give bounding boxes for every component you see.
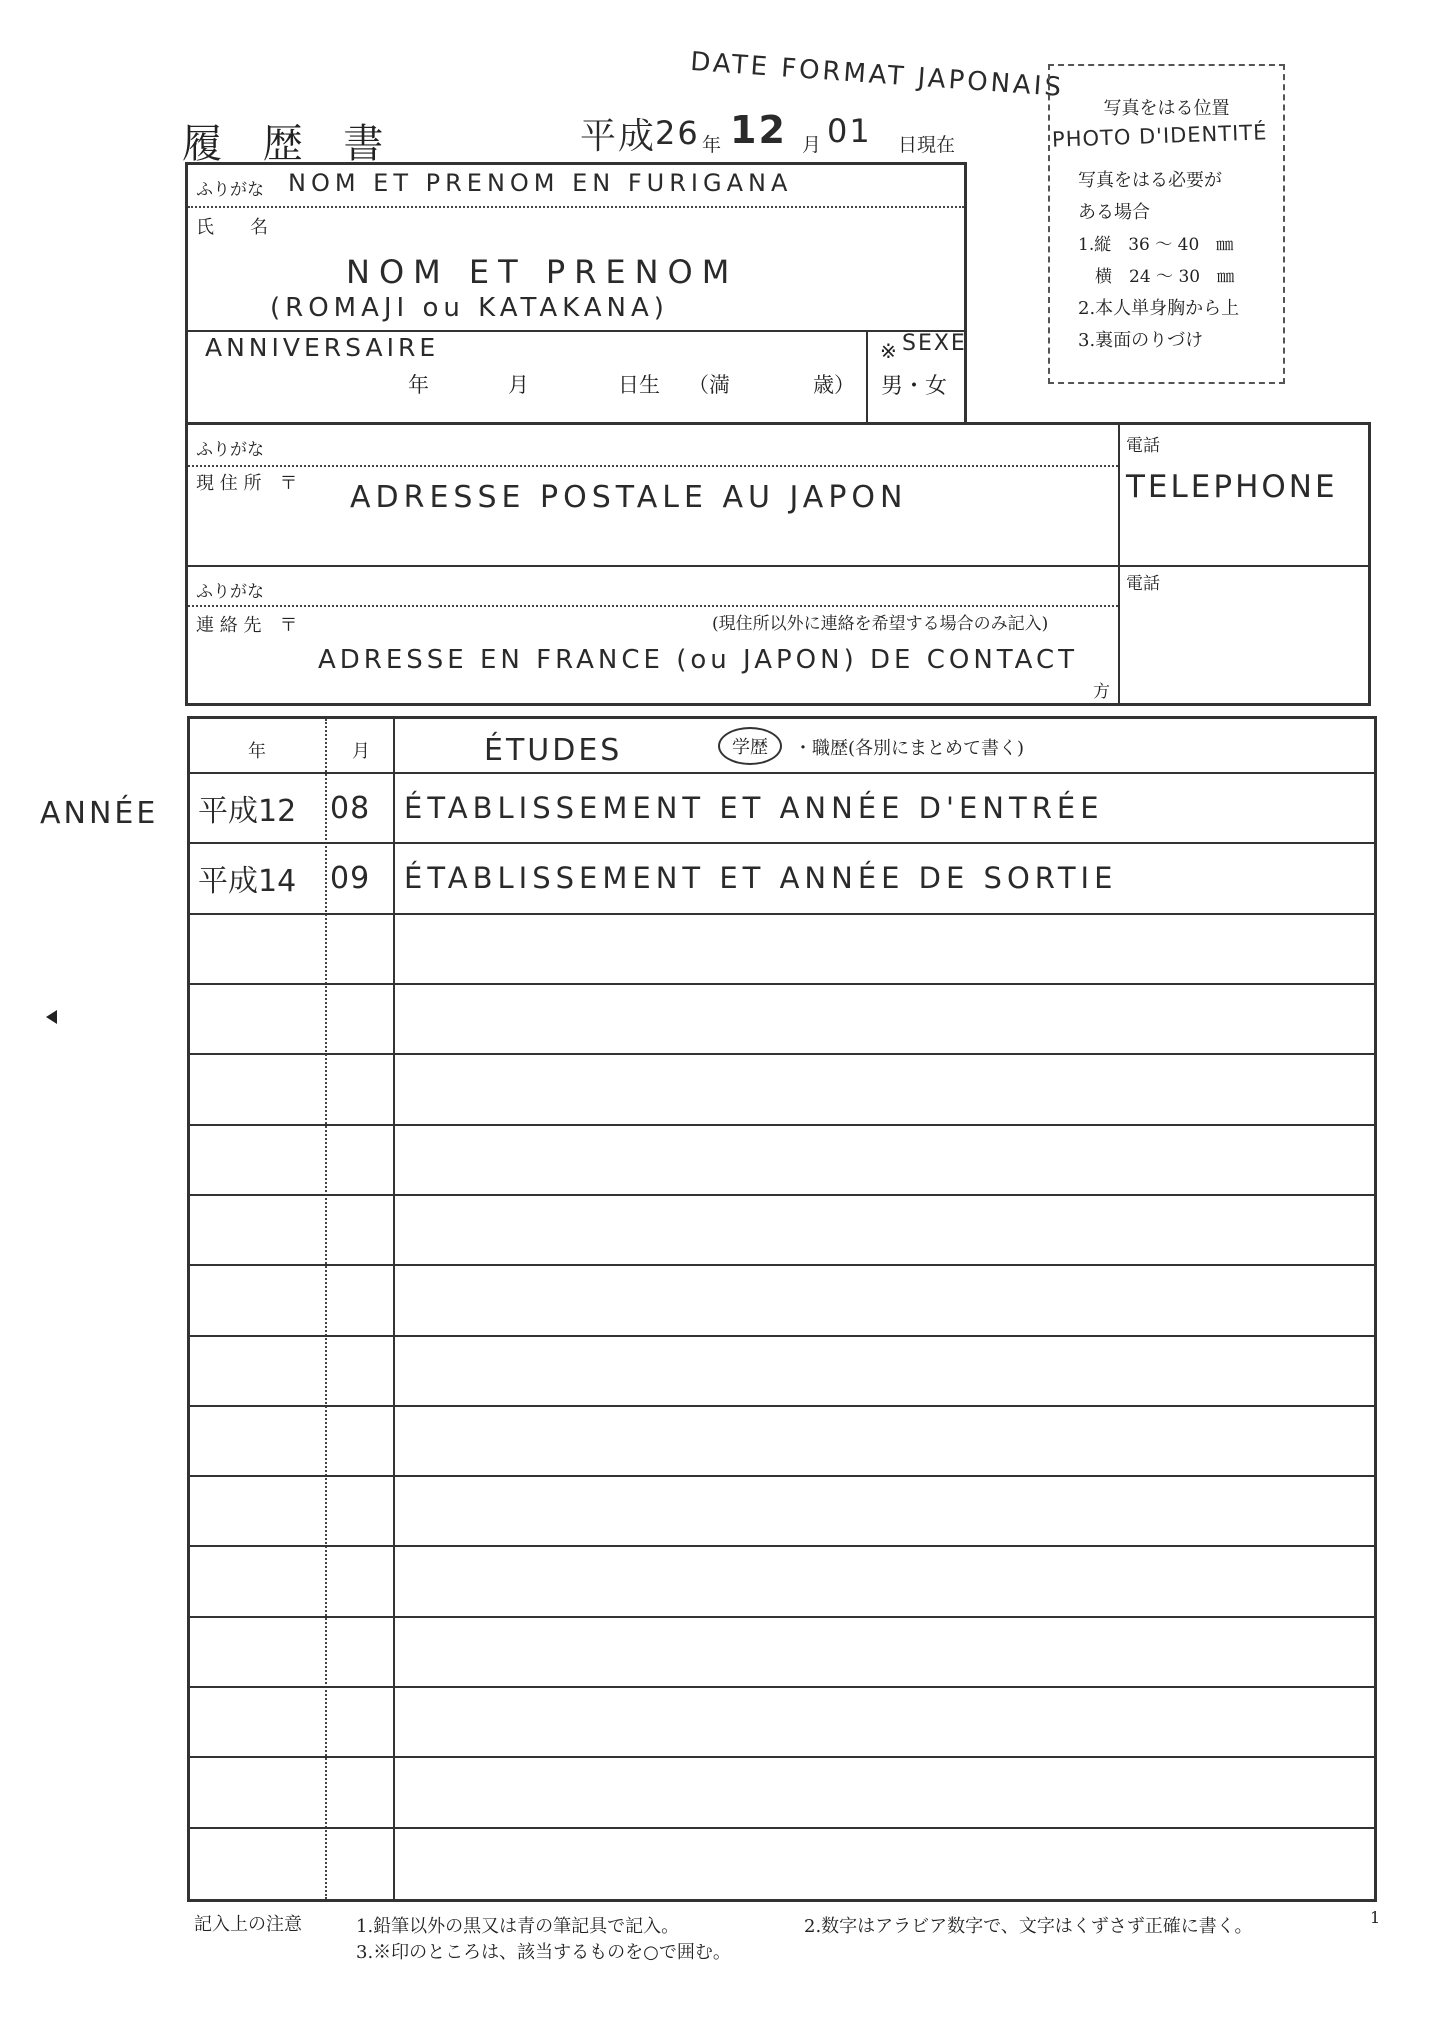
history-year-cell[interactable] xyxy=(198,1758,323,1826)
contact-furigana-label: ふりがな xyxy=(196,582,264,602)
current-address-value[interactable]: ADRESSE POSTALE AU JAPON xyxy=(350,480,908,515)
history-table xyxy=(187,716,1377,1902)
current-address-label: 現 住 所 〒 xyxy=(196,473,298,494)
history-content-cell[interactable] xyxy=(404,1829,1364,1899)
history-year-cell[interactable] xyxy=(198,1196,323,1264)
history-year-cell[interactable] xyxy=(198,1688,323,1756)
history-content-cell[interactable] xyxy=(404,1618,1364,1686)
history-col-academic[interactable]: 学歴 xyxy=(718,727,782,765)
history-month-cell[interactable] xyxy=(330,985,392,1053)
history-row xyxy=(190,1547,1374,1617)
footer-note-1: 1.鉛筆以外の黒又は青の筆記具で記入。 xyxy=(356,1916,680,1937)
history-row xyxy=(190,774,1374,844)
birth-month-unit: 月 xyxy=(508,373,529,397)
birthday-handwritten[interactable]: ANNIVERSAIRE xyxy=(205,333,440,362)
history-month-cell[interactable] xyxy=(330,1055,392,1123)
page-title: 履 歴 書 xyxy=(182,121,398,167)
address-furigana-divider xyxy=(188,465,1118,467)
date-year-value: 26 xyxy=(655,114,700,152)
history-content-cell[interactable] xyxy=(404,1196,1364,1264)
history-col-month: 月 xyxy=(352,741,370,762)
history-row xyxy=(190,985,1374,1055)
history-col-year: 年 xyxy=(248,741,266,762)
address-furigana-label: ふりがな xyxy=(196,440,264,460)
contact-note: (現住所以外に連絡を希望する場合のみ記入) xyxy=(712,614,1049,634)
history-content-cell[interactable] xyxy=(404,1547,1364,1615)
history-row xyxy=(190,915,1374,985)
photo-line-5: 2.本人単身胸から上 xyxy=(1078,298,1240,319)
phone-label: 電話 xyxy=(1126,436,1160,456)
photo-box xyxy=(1048,64,1285,384)
history-row xyxy=(190,1688,1374,1758)
history-year-cell[interactable]: 平成14 xyxy=(198,864,297,900)
history-content-cell[interactable] xyxy=(404,1055,1364,1123)
history-content-cell[interactable] xyxy=(404,1758,1364,1826)
history-row xyxy=(190,1266,1374,1336)
history-year-cell[interactable] xyxy=(198,1829,323,1899)
history-row xyxy=(190,1337,1374,1407)
photo-line-1: 写真をはる必要が xyxy=(1078,170,1222,191)
name-label: 氏 名 xyxy=(196,217,268,238)
photo-line-4: 横 24 ～ 30 ㎜ xyxy=(1078,267,1235,287)
history-year-cell[interactable] xyxy=(198,1618,323,1686)
photo-handwritten: PHOTO D'IDENTITÉ xyxy=(1051,120,1268,152)
history-content-cell[interactable]: ÉTABLISSEMENT ET ANNÉE DE SORTIE xyxy=(404,861,1118,896)
contact-label: 連 絡 先 〒 xyxy=(196,615,298,636)
history-col-rest: ・職歴(各別にまとめて書く) xyxy=(794,738,1025,759)
history-row xyxy=(190,1055,1374,1125)
history-row xyxy=(190,1758,1374,1828)
date-day-value: 01 xyxy=(827,112,872,150)
history-content-cell[interactable] xyxy=(404,1337,1364,1405)
history-row xyxy=(190,1196,1374,1266)
history-side-label: ANNÉE xyxy=(40,796,159,831)
date-month-value: 12 xyxy=(730,108,787,152)
birth-day-unit: 日生 xyxy=(618,373,660,397)
furigana-value[interactable]: NOM ET PRENOM EN FURIGANA xyxy=(288,169,793,197)
history-rows xyxy=(190,774,1374,1899)
history-month-cell[interactable] xyxy=(330,1407,392,1475)
history-month-cell[interactable] xyxy=(330,1126,392,1194)
date-day-unit: 日現在 xyxy=(898,134,956,156)
date-format-note: DATE FORMAT JAPONAIS xyxy=(689,46,1065,104)
photo-title: 写真をはる位置 xyxy=(1103,98,1230,119)
history-row xyxy=(190,1126,1374,1196)
history-year-cell[interactable] xyxy=(198,915,323,983)
history-row xyxy=(190,1829,1374,1899)
address-section xyxy=(185,422,1371,706)
history-header-row xyxy=(190,719,1374,774)
history-year-cell[interactable] xyxy=(198,985,323,1053)
history-month-cell[interactable] xyxy=(330,1758,392,1826)
page-number: 1 xyxy=(1370,1908,1381,1927)
history-content-cell[interactable] xyxy=(404,1688,1364,1756)
name-value-line2[interactable]: (ROMAJI ou KATAKANA) xyxy=(270,293,669,323)
date-year-unit: 年 xyxy=(702,134,722,156)
history-row xyxy=(190,1477,1374,1547)
history-month-cell[interactable] xyxy=(330,1266,392,1334)
history-content-cell[interactable] xyxy=(404,1407,1364,1475)
sex-mark: ※ xyxy=(880,339,897,363)
date-month-unit: 月 xyxy=(802,134,822,156)
name-value-line1[interactable]: NOM ET PRENOM xyxy=(346,253,739,291)
history-row xyxy=(190,1407,1374,1477)
footer-note-3: 3.※印のところは、該当するものを○で囲む。 xyxy=(356,1942,731,1963)
history-month-cell[interactable] xyxy=(330,1547,392,1615)
history-content-cell[interactable] xyxy=(404,1126,1364,1194)
history-month-cell[interactable] xyxy=(330,1477,392,1545)
contact-suffix: 方 xyxy=(1093,682,1110,702)
furigana-divider xyxy=(188,206,964,208)
age-close: 歳） xyxy=(813,373,855,397)
sex-options[interactable]: 男・女 xyxy=(881,374,948,399)
footer-note-2: 2.数字はアラビア数字で、文字はくずさず正確に書く。 xyxy=(804,1916,1253,1937)
footer-label: 記入上の注意 xyxy=(194,1914,302,1935)
contact-value[interactable]: ADRESSE EN FRANCE (ou JAPON) DE CONTACT xyxy=(318,645,1078,675)
margin-arrow-icon xyxy=(46,1010,57,1024)
sex-handwritten: SEXE xyxy=(902,331,967,356)
history-year-cell[interactable] xyxy=(198,1055,323,1123)
history-month-cell[interactable] xyxy=(330,915,392,983)
contact-furigana-divider xyxy=(188,605,1118,607)
history-month-cell[interactable] xyxy=(330,1618,392,1686)
history-content-cell[interactable] xyxy=(404,915,1364,983)
history-year-cell[interactable] xyxy=(198,1266,323,1334)
photo-line-6: 3.裏面のりづけ xyxy=(1078,330,1204,351)
photo-line-2: ある場合 xyxy=(1078,202,1150,223)
history-month-cell[interactable]: 09 xyxy=(330,860,371,896)
history-year-cell[interactable]: 平成12 xyxy=(198,794,297,830)
history-year-cell[interactable] xyxy=(198,1477,323,1545)
history-month-cell[interactable] xyxy=(330,1337,392,1405)
history-content-cell[interactable] xyxy=(404,1266,1364,1334)
history-year-cell[interactable] xyxy=(198,1547,323,1615)
history-row xyxy=(190,844,1374,914)
sex-divider xyxy=(866,330,868,422)
history-row xyxy=(190,1618,1374,1688)
history-content-cell[interactable]: ÉTABLISSEMENT ET ANNÉE D'ENTRÉE xyxy=(404,791,1104,826)
history-year-cell[interactable] xyxy=(198,1126,323,1194)
identity-section xyxy=(185,162,967,425)
history-content-cell[interactable] xyxy=(404,1477,1364,1545)
photo-line-3: 1.縦 36 ～ 40 ㎜ xyxy=(1078,235,1234,255)
phone-value[interactable]: TELEPHONE xyxy=(1126,469,1338,505)
history-month-cell[interactable] xyxy=(330,1829,392,1899)
name-divider xyxy=(188,330,964,332)
furigana-label: ふりがな xyxy=(196,180,264,200)
history-month-cell[interactable] xyxy=(330,1688,392,1756)
history-content-cell[interactable] xyxy=(404,985,1364,1053)
history-year-cell[interactable] xyxy=(198,1407,323,1475)
history-month-cell[interactable]: 08 xyxy=(330,790,371,826)
phone-divider xyxy=(1118,425,1120,703)
history-month-cell[interactable] xyxy=(330,1196,392,1264)
history-year-cell[interactable] xyxy=(198,1337,323,1405)
address-divider xyxy=(188,565,1368,567)
age-open: （満 xyxy=(688,373,730,397)
date-era: 平成 xyxy=(580,116,657,157)
birth-year-unit: 年 xyxy=(408,373,429,397)
history-col-etudes: ÉTUDES xyxy=(484,733,623,768)
contact-phone-label: 電話 xyxy=(1126,574,1160,594)
